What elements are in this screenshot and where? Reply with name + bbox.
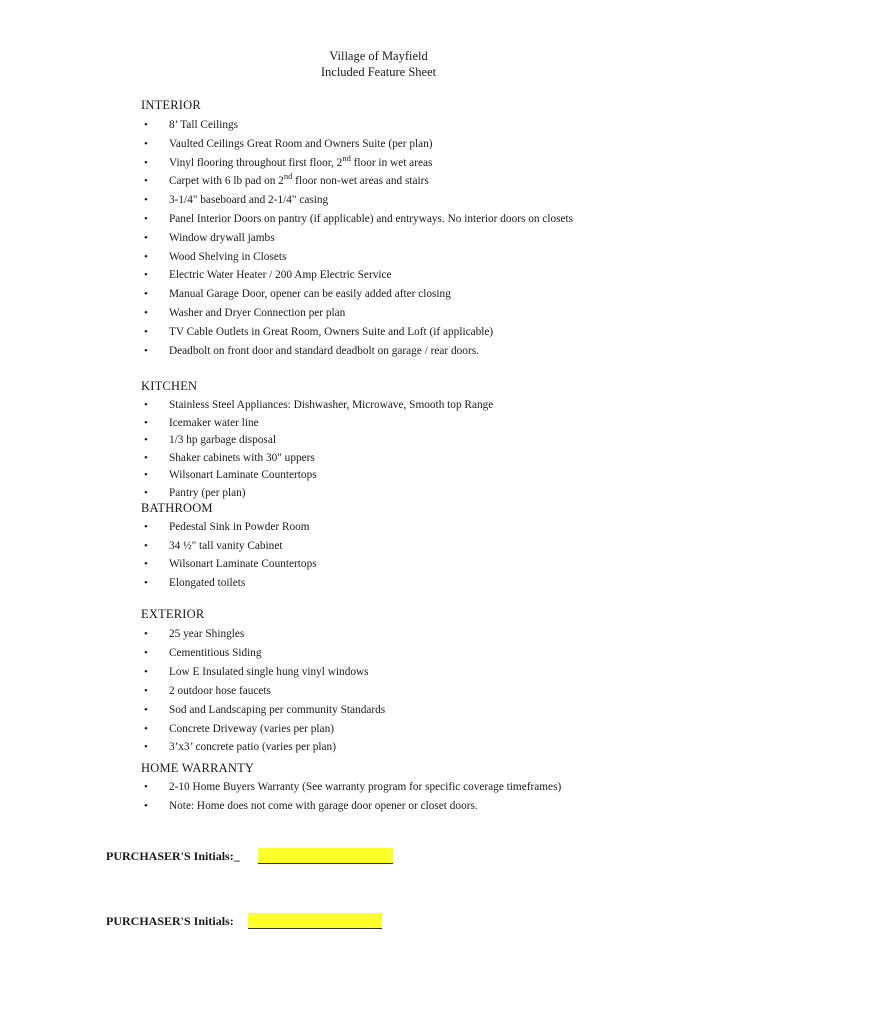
bathroom-list-item bbox=[144, 558, 317, 570]
item-text: Note: Home does not come with garage door opener or closet doors. bbox=[169, 800, 478, 812]
bullet-icon: • bbox=[144, 250, 148, 263]
section-heading-kitchen: KITCHEN bbox=[141, 379, 198, 393]
bullet-icon: • bbox=[144, 325, 148, 338]
purchaser-initials-label-1: PURCHASER'S Initials:_ bbox=[106, 849, 240, 863]
section-heading-home-warranty: HOME WARRANTY bbox=[141, 761, 255, 775]
bullet-icon: • bbox=[144, 646, 148, 659]
item-text: 3’x3’ concrete patio (varies per plan) bbox=[169, 741, 336, 754]
bullet-icon: • bbox=[144, 288, 148, 301]
bullet-icon: • bbox=[144, 231, 148, 244]
ordinal-superscript: nd bbox=[283, 171, 293, 182]
bullet-icon: • bbox=[144, 137, 148, 150]
bullet-icon: • bbox=[144, 684, 148, 697]
bullet-icon: • bbox=[144, 119, 148, 131]
kitchen-list-item bbox=[144, 417, 259, 429]
item-text: Concrete Driveway (varies per plan) bbox=[169, 722, 334, 735]
interior-list-item bbox=[144, 345, 479, 357]
item-text: Deadbolt on front door and standard deadbolt on garage / rear doors. bbox=[169, 344, 479, 357]
bullet-icon: • bbox=[144, 434, 148, 447]
item-text: 3-1/4" baseboard and 2-1/4" casing bbox=[169, 194, 329, 207]
bullet-icon: • bbox=[144, 213, 148, 225]
item-text: Panel Interior Doors on pantry (if applicable) and entryways. No interior doors on closets bbox=[169, 213, 574, 225]
section-heading-bathroom: BATHROOM bbox=[141, 501, 213, 515]
exterior-list-item bbox=[144, 628, 244, 640]
kitchen-list-item bbox=[144, 434, 276, 446]
exterior-list-item bbox=[144, 704, 385, 716]
bullet-icon: • bbox=[144, 665, 148, 678]
item-text: Carpet with 6 lb pad on 2 bbox=[169, 175, 284, 188]
item-text: Sod and Landscaping per community Standards bbox=[169, 703, 386, 716]
kitchen-list-item bbox=[144, 399, 493, 411]
item-text: 34 ½" tall vanity Cabinet bbox=[169, 539, 283, 552]
purchaser-initials-field-2[interactable] bbox=[248, 913, 382, 929]
interior-list-item bbox=[144, 251, 286, 263]
bathroom-list-item bbox=[144, 540, 282, 552]
interior-list-item bbox=[144, 269, 392, 281]
item-text: Wood Shelving in Closets bbox=[169, 250, 287, 263]
item-text: Cementitious Siding bbox=[169, 646, 262, 659]
bullet-icon: • bbox=[144, 307, 148, 319]
kitchen-list-item bbox=[144, 487, 246, 499]
bullet-icon: • bbox=[144, 194, 148, 207]
exterior-list-item bbox=[144, 666, 369, 678]
interior-list-item bbox=[144, 232, 275, 244]
warranty-list-item bbox=[144, 800, 478, 812]
bullet-icon: • bbox=[144, 741, 148, 754]
bullet-icon: • bbox=[144, 269, 148, 282]
item-text: TV Cable Outlets in Great Room, Owners Suite and Loft (if applicable) bbox=[169, 325, 494, 338]
exterior-list-item bbox=[144, 647, 262, 659]
interior-list-item bbox=[144, 288, 451, 300]
kitchen-list-item bbox=[144, 452, 315, 464]
bullet-icon: • bbox=[144, 576, 148, 589]
bullet-icon: • bbox=[144, 703, 148, 716]
bullet-icon: • bbox=[144, 628, 148, 640]
bullet-icon: • bbox=[144, 558, 148, 571]
item-text: Stainless Steel Appliances: Dishwasher, Microwave, Smooth top Range bbox=[169, 399, 494, 411]
item-text: Vinyl flooring throughout first floor, 2 bbox=[169, 156, 343, 169]
document-title: Village of Mayfield bbox=[329, 49, 428, 63]
bullet-icon: • bbox=[144, 722, 148, 735]
item-text: Wilsonart Laminate Countertops bbox=[169, 469, 317, 482]
item-text: Electric Water Heater / 200 Amp Electric Service bbox=[169, 269, 392, 282]
bullet-icon: • bbox=[144, 416, 148, 429]
interior-list-item bbox=[144, 307, 345, 319]
interior-list-item bbox=[144, 326, 493, 338]
item-text: 2-10 Home Buyers Warranty (See warranty program for specific coverage timeframes) bbox=[169, 781, 562, 793]
item-text: 2 outdoor hose faucets bbox=[169, 684, 271, 697]
item-text: Elongated toilets bbox=[169, 576, 246, 589]
interior-list-item bbox=[144, 213, 573, 225]
bullet-icon: • bbox=[144, 469, 148, 482]
exterior-list-item bbox=[144, 685, 271, 697]
item-text: Shaker cabinets with 30" uppers bbox=[169, 451, 315, 464]
bullet-icon: • bbox=[144, 800, 148, 812]
interior-list-item bbox=[144, 152, 433, 169]
exterior-list-item bbox=[144, 723, 334, 735]
bullet-icon: • bbox=[144, 344, 148, 357]
exterior-list-item bbox=[144, 741, 336, 753]
bullet-icon: • bbox=[144, 487, 148, 499]
item-text: Pantry (per plan) bbox=[169, 487, 246, 499]
warranty-list-item bbox=[144, 781, 561, 793]
purchaser-initials-label-2: PURCHASER'S Initials: bbox=[106, 914, 234, 928]
item-text-continued: floor non-wet areas and stairs bbox=[292, 175, 429, 188]
item-text: Wilsonart Laminate Countertops bbox=[169, 558, 317, 571]
interior-list-item bbox=[144, 194, 328, 206]
item-text: Icemaker water line bbox=[169, 416, 259, 429]
item-text-continued: floor in wet areas bbox=[350, 156, 433, 169]
bullet-icon: • bbox=[144, 399, 148, 411]
purchaser-initials-field-1[interactable] bbox=[258, 848, 393, 864]
bullet-icon: • bbox=[144, 451, 148, 464]
bathroom-list-item bbox=[144, 577, 245, 589]
kitchen-list-item bbox=[144, 469, 317, 481]
item-text: Washer and Dryer Connection per plan bbox=[169, 307, 346, 319]
bullet-icon: • bbox=[144, 539, 148, 552]
bathroom-list-item bbox=[144, 521, 310, 533]
interior-list-item bbox=[144, 119, 238, 131]
document-subtitle: Included Feature Sheet bbox=[320, 65, 437, 79]
section-heading-interior: INTERIOR bbox=[141, 98, 201, 112]
ordinal-superscript: nd bbox=[342, 152, 351, 163]
item-text: Manual Garage Door, opener can be easily added after closing bbox=[169, 288, 451, 301]
item-text: Window drywall jambs bbox=[169, 231, 275, 244]
interior-list-item bbox=[144, 138, 433, 150]
section-heading-exterior: EXTERIOR bbox=[141, 607, 205, 621]
item-text: 25 year Shingles bbox=[169, 628, 245, 640]
item-text: Vaulted Ceilings Great Room and Owners Suite (per plan) bbox=[169, 137, 433, 150]
item-text: 8’ Tall Ceilings bbox=[169, 119, 239, 131]
bullet-icon: • bbox=[144, 175, 148, 188]
item-text: Low E Insulated single hung vinyl windows bbox=[169, 665, 369, 678]
item-text: 1/3 hp garbage disposal bbox=[169, 434, 276, 447]
item-text: Pedestal Sink in Powder Room bbox=[169, 521, 310, 533]
bullet-icon: • bbox=[144, 156, 148, 169]
bullet-icon: • bbox=[144, 521, 148, 533]
interior-list-item bbox=[144, 171, 429, 188]
bullet-icon: • bbox=[144, 781, 148, 793]
